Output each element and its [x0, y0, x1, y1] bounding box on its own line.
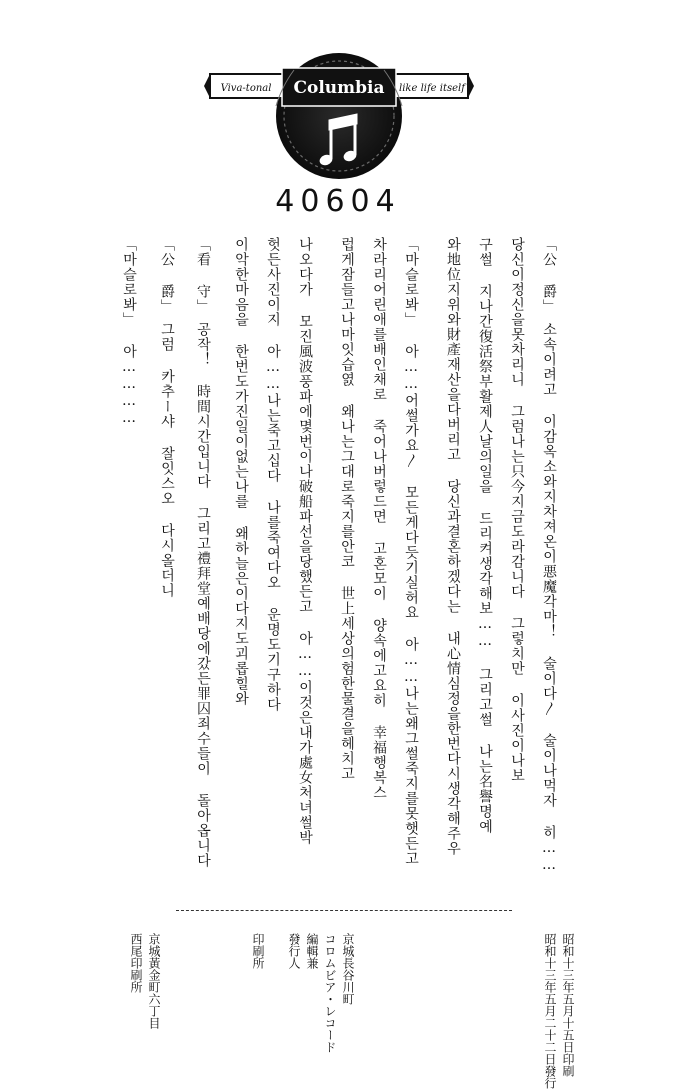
lyric-line-7: 럽게잠들고나마잇습엸 왜나는그대로죽지를안코 世上세상의험한물결을헤치고 [339, 237, 355, 781]
catalog-number: 40604 [275, 184, 401, 219]
issued-date: 昭和十三年五月二十二日發行 [543, 933, 557, 1089]
printing-place-label: 印刷所 [251, 933, 265, 969]
lyric-line-3: 구썰 지나간復活祭부활제人날의일을 드리켜생각해보…… 그리고썰 나는名譽명예 [477, 237, 493, 834]
lyric-line-13: 「마슬로봐」 아………… [121, 237, 137, 427]
lyrics-body [0, 237, 676, 887]
columbia-logo [204, 46, 474, 180]
colophon-divider [176, 910, 512, 911]
logo-brand-text: Columbia [293, 78, 385, 98]
lyric-line-6: 차라리어린애를배인채로 죽어나버렇드면 고혼모이 양속에고요히 幸福행복스 [371, 237, 387, 800]
printed-date: 昭和十三年五月十五日印刷 [561, 933, 575, 1077]
lyric-line-11: 「看 守」 공작！ 時間시간입니다 그리고禮拜堂예배당에갔든罪囚죄수들이 돌아옵니다 [195, 237, 211, 868]
lyric-line-1: 「公 爵」 소속이려고 이감옥소와지차져온이悪魔각마！ 술이다〳 술이나먹자 히…… [541, 237, 557, 874]
printer-name: 西尾印刷所 [129, 933, 143, 993]
editor-label: 編輯兼 [305, 933, 319, 969]
lyric-line-12: 「公 爵」 그럼 카추ー샤 잘잇스오 다시올더니 [159, 237, 175, 598]
publisher-label: 發行人 [287, 933, 301, 969]
lyric-line-10: 이악한마음을 한번도가진일이없는나를 왜하늘은이다지도괴롭힐와 [233, 237, 249, 706]
lyric-line-8: 나오다가 모진風波풍파에몇번이나破船파선을당했든고 아……이것은내가處女처녀썰박 [297, 237, 313, 845]
publisher-address: 京城長谷川町 [341, 933, 355, 1005]
lyric-line-4: 와地位지위와財產재산을다버리고 당신과결혼하겠다는 내心情심정을한번다시생각해주우 [445, 237, 461, 856]
printing-place: 京城黃金町六丁目 [147, 933, 161, 1029]
lyric-line-2: 당신이정신을못차리니 그럼나는只今지금도라감니다 그렇치만 이사진이나보 [509, 237, 525, 783]
lyric-line-9: 헛든사진이지 아……나는죽고십다 나를죽여다오 운명도기구하다 [265, 237, 281, 712]
logo-left-banner-text: Viva-tonal [220, 83, 272, 94]
lyric-line-5: 「마슬로봐」 아……어썰가요〳 모든게다듯기실허요 아……나는왜그썰죽지를못햇든고 [403, 237, 419, 866]
publisher-name: コロムビア・レコード [323, 933, 337, 1053]
logo-right-banner-text: like life itself [399, 83, 465, 94]
